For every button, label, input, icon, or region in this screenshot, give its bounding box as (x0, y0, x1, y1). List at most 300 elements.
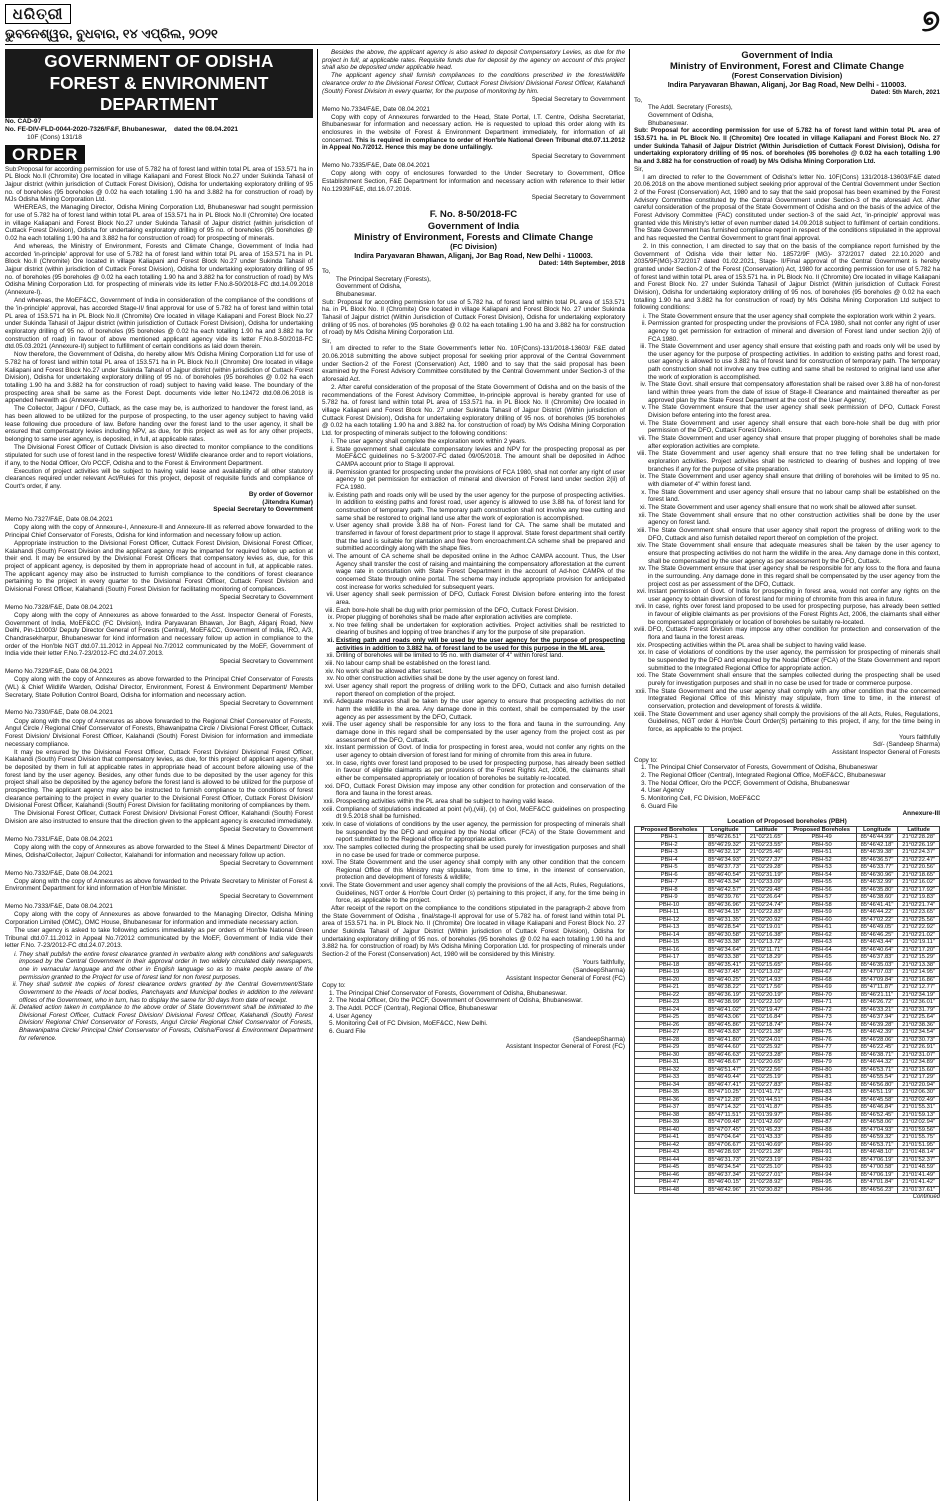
table-row (635, 961, 940, 969)
condition-item: viii. Each bore-hole shall be dug with prior permission of the DFO, Cuttack Forest Division. (336, 607, 625, 615)
table-cell: 85°46'49.44" (704, 1074, 746, 1082)
copy-item: 1. The Principal Chief Conservator of Forests, Government of Odisha, Bhubaneswar. (336, 990, 625, 998)
table-cell: 21°02'23.65" (898, 909, 940, 917)
table-cell: PBH-76 (787, 1036, 856, 1044)
table-cell: PBH-91 (787, 1149, 856, 1157)
condition-item: xxvii. The State Government and user agency shall comply the provisions of the all Acts, Rules, Regulations, Guidelines, NGT order & Hon'ble Court Order (s) pertaining to this project, if any, for the time being in force, as applicable to the project. (336, 882, 625, 905)
table-cell: 21°02'23.19" (745, 1156, 787, 1164)
table-cell: PBH-4 (635, 856, 704, 864)
table-cell: 21°02'26.91" (898, 1044, 940, 1052)
table-cell: 21°02'22.10" (745, 999, 787, 1007)
table-cell: PBH-68 (787, 976, 856, 984)
table-cell: 85°46'26.72" (856, 999, 898, 1007)
table-cell: 85°47'02.22" (856, 916, 898, 924)
table-cell: PBH-85 (787, 1104, 856, 1112)
r-body-1: I am directed to refer to the Government of Odisha's letter No. 10F(Cons) 131/2018-13603/F&E dated 20.06.2018 on the above mentioned subject seeking prior approval of the Central Government under Section 2 of the Forest (Conservation) Act, 1980 and to say that the said proposal has been examined by the Forest Advisory Committee constituted by the Central Government under Section-3 of the aforesaid Act. After careful consideration of the proposal of the State Government of Odisha and on the basis of the advice of the Forest Advisory Committee (FAC) constituted under section-3 of the said Act, 'in-principle' approval was granted vide this Ministry's letter of even number dated 14.09.2018 subject to fulfilment of certain conditions. The State Government has furnished compliance report in respect of the conditions stipulated in the approval and has requested the Central Government to grant final approval. (634, 173, 940, 242)
condition-item: xiv. No work shall be allowed after sunset. (336, 668, 625, 676)
table-cell: 21°02'34.19" (898, 991, 940, 999)
table-cell: 21°02'30.73" (898, 1036, 940, 1044)
table-cell: 21°02'15.60" (898, 1066, 940, 1074)
to-block (322, 268, 625, 299)
table-cell: PBH-96 (787, 1186, 856, 1194)
table-cell: 85°46'40.54" (704, 871, 746, 879)
table-cell: 21°02'17.29" (898, 1074, 940, 1082)
memo-extra: The Divisional Forest Officer, Cuttack Forest Division/ Divisional Forest Officer, Kalahandi (South) Forest Division are also instructed to ensure that the direction given to the applicant agency is executed immediately. (5, 810, 313, 826)
copy-item: 6. Guard File (336, 1028, 625, 1036)
memo-extra: Appropriate instruction to the Divisional Forest Officer, Cuttack Forest Division, Divisional Forest Officer, Kalahandi (South) Forest Division and the applicant agency may be imparted for required follow up action at their end. It may be ensured by the Divisional Forest Officers that compensatory levies as, due, for this project of applicant agency, is deposited by them in appropriate head of account in full, at applicable rates. The applicant agency may also be instructed to furnish compliance to the conditions of forest clearance pertaining to the project in every quarter to the Divisional Forest Officer, Cuttack Forest Division and Divisional Forest Officer, Kalahandi (South) Forest Division for facilitating monitoring of compliances. (5, 540, 313, 594)
file-number: No. FE-DIV-FLD-0044-2020-7326/F&F, Bhubaneswar, (5, 126, 167, 134)
table-cell: 21°02'29.28" (745, 864, 787, 872)
table-row (635, 864, 940, 872)
to-line: Bhubaneswar. (336, 291, 377, 299)
table-header-row (635, 826, 940, 834)
table-cell: 21°01'41.71" (745, 1089, 787, 1097)
table-cell: PBH-29 (635, 1044, 704, 1052)
to-line: To, (634, 96, 643, 104)
memo-extra: The user agency is asked to take following actions immediately as per orders of Hon'ble National Green Tribunal dtd.07.11.2012 in Appeal No.7/2012 communicated by the MoEF, Government of India vide their letter F.No. 7-23/2012-FC dtd.24.07.2013. (5, 927, 313, 950)
copy-item: 1. The Principal Chief Conservator of Forests, Government of Odisha, Bhubaneswar (648, 764, 940, 772)
table-cell: 21°02'25.64" (898, 1014, 940, 1022)
table-cell: PBH-34 (635, 1081, 704, 1089)
table-cell: 21°02'13.38" (898, 961, 940, 969)
table-cell: PBH-17 (635, 954, 704, 962)
mid-sign-2: (SandeepSharma) (573, 1035, 625, 1043)
r-subject: Sub: Proposal for according permission for use of 5.782 ha of forest land within total PL area of 153.571 ha. in PL Block No. II (Chromite) Ore located in village Kaliapani and Forest Block No. 27 under Sukinda Tahasil of Jajpur District (Within Jurisdiction of Cuttack Forest Division), Odisha for undertaking exploratory drilling of 95 nos. of boreholes (95 boreholes @ 0.02 ha each totalling 1.90 ha and 3.882 ha for construction of road) by M/s Odisha Mining Corporation Ltd. (634, 127, 940, 165)
condition-item: xxvi. The State Government and the user agency shall comply with any other condition that the concern Regional Office of this Ministry may stipulate, from time to time, in the interest of conservation, protection and development of forests & wildlife; (336, 859, 625, 882)
signatory-title: Special Secretary to Government (213, 506, 313, 514)
table-row (635, 1051, 940, 1059)
table-cell: PBH-47 (635, 1179, 704, 1187)
table-row (635, 916, 940, 924)
table-cell: 21°02'14.93" (745, 976, 787, 984)
table-cell: 85°46'53.71" (856, 1066, 898, 1074)
table-cell: 85°47'06.19" (856, 1156, 898, 1164)
table-cell: 21°02'21.38" (745, 1029, 787, 1037)
condition-item: xix. Instant permission of Govt. of India for prospecting in forest area, would not confer any rights on the user agency to obtain diversion of forest land for mining of chromite from this area in future. (336, 744, 625, 759)
table-cell: 85°46'40.64" (856, 946, 898, 954)
table-cell: 21°01'42.60" (745, 1119, 787, 1127)
to-line: To, (322, 268, 331, 276)
table-cell: PBH-67 (787, 969, 856, 977)
table-cell: PBH-2 (635, 841, 704, 849)
condition-item: xiii. The State Government shall ensure that user agency shall report the progress of drilling work to the DFO, Cuttack and also furnish detailed report thereof on completion of the project. (648, 527, 940, 542)
condition-item: xviii. The user agency shall be responsible for any loss to the flora and fauna in the surrounding. Any damage done in this regard shall be compensated by the user agency from the project cost as per assessment of the DFO, Cuttack. (336, 721, 625, 744)
table-row (635, 954, 940, 962)
table-cell: 85°46'38.22" (704, 984, 746, 992)
table-cell: PBH-66 (787, 961, 856, 969)
table-cell: 21°02'18.74" (745, 1021, 787, 1029)
table-cell: 21°02'19.11" (898, 939, 940, 947)
table-cell: PBH-15 (635, 939, 704, 947)
condition-item: xiii. No labour camp shall be established on the forest land. (336, 660, 625, 668)
memo-heading: Memo No.7332/F&E, Date 08.04.2021 (5, 869, 113, 877)
condition-item: xx. In case, rights over forest land proposed to be used for prospecting purpose, has already been settled in favour of eligible claimants as per provisions of the Forest Rights Act, 2006, the claimants shall either be compensated appropriately or location of boreholes be suitably re-located. (336, 760, 625, 783)
table-cell: 85°46'36.96" (704, 901, 746, 909)
table-cell: 85°46'30.58" (704, 931, 746, 939)
table-cell: 21°02'11.71" (745, 946, 787, 954)
table-cell: 21°02'22.83" (745, 909, 787, 917)
table-cell: PBH-39 (635, 1119, 704, 1127)
table-cell: PBH-70 (787, 991, 856, 999)
condition-item: xv. No other construction activities shall be done by the user agency on forest land. (336, 675, 625, 683)
dept-header: FOREST & ENVIRONMENT DEPARTMENT (5, 73, 313, 118)
table-cell: 21°01'59.56" (898, 1126, 940, 1134)
table-cell: 21°02'16.02" (898, 879, 940, 887)
r-copy-to: Copy to: (634, 756, 658, 764)
annexure-label: Annexure-III (902, 810, 940, 818)
condition-item: vii. The State Government and user agency shall ensure that proper plugging of boreholes shall be made after exploration activities are complete. (648, 435, 940, 450)
condition-item: xix. Prospecting activities within the PL area shall be subject to having valid lease. (648, 642, 940, 650)
table-cell: 85°47'07.45" (704, 1126, 746, 1134)
table-cell: PBH-89 (787, 1134, 856, 1142)
condition-item: xxiii. Compliance of stipulations indicated at point (vi),(viii), (x) of GoI, MoEF&CC guidelines on prospecting dt 9.5.2018 shall be furnished. (336, 806, 625, 821)
table-cell: PBH-69 (787, 984, 856, 992)
table-caption: Location of Proposed boreholes (PBH) (727, 817, 847, 825)
copy-item: 3. The Nodal Officer, O/o the PCCF, Government of Odisha, Bhubaneswar (648, 780, 940, 788)
table-row (635, 901, 940, 909)
table-cell: 85°46'41.02" (704, 1006, 746, 1014)
table-cell: 21°02'21.74" (898, 901, 940, 909)
r-sir: Sir, (634, 166, 644, 174)
condition-item: xxii. Prospecting activities within the PL area shall be subject to having valid lease. (336, 798, 625, 806)
table-cell: PBH-41 (635, 1134, 704, 1142)
condition-item: xxiv. In case of violations of conditions by the user agency, the permission for prospecting of minerals shall be suspended by the DFO and enquired by the Nodal officer (FCA) of the State Government and report submitted to the Regional office for appropriate action. (336, 821, 625, 844)
condition-item: xvi. User agency shall report the progress of drilling work to the DFO, Cuttack and also furnish detailed report thereof on completion of the project. (336, 683, 625, 698)
table-cell: PBH-58 (787, 901, 856, 909)
table-cell: 21°02'02.94" (898, 1119, 940, 1127)
r-division-title: (Forest Conservation Division) (731, 71, 843, 80)
ngt-item: i. They shall publish the entire forest clearance granted in verbatim along with conditions and safeguards imposed by the Central Government in their approval order in two widely circulated daily newspapers, one in vernacular language and the other in English language so as to make people aware of the permission granted to the Project for use of forest land for non forest purposes. (19, 951, 313, 982)
table-cell: 21°02'25.46" (745, 849, 787, 857)
table-cell: PBH-81 (787, 1074, 856, 1082)
table-cell: PBH-18 (635, 961, 704, 969)
table-cell: PBH-38 (635, 1111, 704, 1119)
table-cell: PBH-10 (635, 901, 704, 909)
table-cell: 21°02'19.83" (898, 894, 940, 902)
copy-item: 4. User Agency (336, 1013, 625, 1021)
table-cell: 21°02'14.95" (898, 969, 940, 977)
table-cell: 21°02'31.07" (898, 1051, 940, 1059)
table-cell: PBH-45 (635, 1164, 704, 1172)
to-line: The Principal Secretary (Forests), (336, 275, 431, 283)
table-cell: 85°47'14.32" (704, 1104, 746, 1112)
table-cell: 85°46'37.83" (856, 954, 898, 962)
table-cell: 85°46'22.45" (856, 1044, 898, 1052)
table-row (635, 1044, 940, 1052)
table-cell: 21°02'27.37" (745, 856, 787, 864)
table-cell: 85°46'26.51" (704, 834, 746, 842)
condition-item: ix. Proper plugging of boreholes shall be made after exploration activities are complete. (336, 614, 625, 622)
copy-item: 5. Monitoring Cell of FC Division, MoEF&CC, New Delhi. (336, 1020, 625, 1028)
memo-signature: Special Secretary to Government (219, 859, 313, 867)
table-cell: 85°47'11.87" (856, 984, 898, 992)
top-para-2: The applicant agency shall furnish compliances to the conditions prescribed in the forest/wildlife clearance order to the Divisional Forest Officer, Cuttack Forest Division/ Divisional Forest Officer, Kalahandi (South) Forest Division in every quarter, for the purpose of monitoring by him. (322, 72, 625, 95)
condition-item: i. The State Government ensure that the user agency shall complete the exploration work within 2 years. (648, 313, 940, 321)
table-cell: 21°01'41.42" (898, 1179, 940, 1187)
order-paragraph: And whereas, the Ministry of Environment, Forests and Climate Change, Government of India had accorded 'in-principle' approval for use of 5.782 ha of forest land within total PL area of 153.571 ha in PL Block No.II (Chromite) Ore located in village Kaliapani and Forest Block No.27 under Sukinda Tahasil of Jajpur district (within jurisdiction of Cuttack Forest Division), Odisha for undertaking exploratory drilling of 95 no. of boreholes (95 boreholes @ 0.02 ha each totalling 1.90 ha and 3.882 ha for construction of road) by M/s Odisha Mining Corporation Ltd. for prospecting of minerals vide its letter F.No.8-50/2018-FC dtd.14.09.2018 (Annexure-I). (5, 243, 313, 297)
memo-body: Copy along with the copy of Annexures as above forwarded to the Steel & Mines Department/ Director of Mines, Odisha/Collector, Jajpur/ Collector, Kalahandi for information and necessary follow up action. (5, 844, 313, 859)
order-paragraph: Execution of project activities will be subject to having valid lease and availability of all other statutory clearances required under relevant Act/Rules for this project, deposit of requisite funds and compliance of Court's order, if any. (5, 467, 313, 491)
condition-item: xi. Existing path and roads only will be used by the user agency for the purpose of prospecting activities in addition to 3.882 ha. of forest land to be used for this purpose in the ML area. (336, 637, 625, 652)
table-cell: 21°02'38.36" (898, 1021, 940, 1029)
table-cell: 85°47'06.19" (856, 1171, 898, 1179)
condition-item: xx. In case of violations of conditions by the user agency, the permission for prospecting of minerals shall be suspended by the DFO and enquired by the Nodal Officer (FCA) of the State Government and report submitted to the Integrated Regional Office for appropriate action. (648, 649, 940, 672)
r-to-block (634, 97, 940, 128)
top-para-1: Besides the above, the applicant agency is also asked to deposit Compensatory Levies, as due for the project in full, at applicable rates. Requisite funds due for deposit by the agency on account of this project shall also be deposited under applicable head. (322, 49, 625, 72)
table-cell: 85°46'38.60" (856, 894, 898, 902)
table-row (635, 1066, 940, 1074)
table-cell: 21°02'24.74" (745, 901, 787, 909)
table-cell: PBH-77 (787, 1044, 856, 1052)
table-cell: PBH-74 (787, 1021, 856, 1029)
table-row (635, 1036, 940, 1044)
memo-body: Copy along with the copy of Annexures as above forwarded to the Principal Chief Conservator of Forests (WL) & Chief Wildlife Warden, Odisha/ Director, Environment, Forest & Environment Department/ Member Secretary, State Pollution Control Board, Odisha for information and necessary action. (5, 676, 313, 699)
table-cell: 85°46'34.54" (704, 1164, 746, 1172)
r-ministry-address: Indira Paryavaran Bhawan, Aliganj, Jor Bag Road, New Delhi - 110003. (667, 80, 907, 89)
table-row (635, 931, 940, 939)
condition-item: viii. The State Government and user agency shall ensure that no tree felling shall be undertaken for exploration activities. Project activities shall be restricted to clearing of bushes and lopping of tree branches if any for the purpose of site preparation. (648, 450, 940, 473)
table-cell: 85°47'09.48" (704, 1119, 746, 1127)
condition-item: x. The State Government and user agency shall ensure that no labour camp shall be established on the forest land. (648, 489, 940, 504)
table-cell: PBH-9 (635, 894, 704, 902)
file-date: dated the 08.04.2021 (173, 126, 239, 134)
cad-number: No. CAD-97 (5, 118, 42, 125)
table-cell: PBH-3 (635, 849, 704, 857)
table-cell: 85°46'42.57" (704, 886, 746, 894)
r-sign-title: Assistant Inspector General of Forests (832, 748, 940, 756)
memo-heading: Memo No.7333/F&E, Date 08.04.2021 (5, 903, 113, 911)
table-row (635, 909, 940, 917)
table-cell: 21°02'21.65" (745, 834, 787, 842)
condition-item: iii. Permission granted for prospecting under the provisions of FCA 1980, shall not confer any right of user agency to get permission for extraction of mineral and diversion of Forest land under section 2(ii) of FCA 1980. (336, 469, 625, 492)
table-cell: PBH-95 (787, 1179, 856, 1187)
table-row (635, 834, 940, 842)
to-line: The Addl. Secretary (Forests), (648, 104, 733, 112)
table-row (635, 1171, 940, 1179)
table-cell: 85°46'43.34" (704, 879, 746, 887)
order-paragraph: WHEREAS, the Managing Director, Odisha Mining Corporation Ltd, Bhubaneswar had sought permission for use of 5.782 ha of forest land within total PL area of 153.571 ha in PL Block No.II (Chromite) Ore located in village Kaliapani and Forest Block No.27 under Sukinda Tahasil of Jajpur district (within jurisdiction of Cuttack Forest Division), Odisha for undertaking exploratory drilling of 95 no. of boreholes (95 boreholes @ 0.02 ha each totalling 1.90 ha and 3.882 ha for construction of road) for prospecting of minerals. (5, 204, 313, 243)
table-cell: 85°46'43.44" (856, 939, 898, 947)
table-cell: PBH-21 (635, 984, 704, 992)
table-cell: PBH-62 (787, 931, 856, 939)
column-inprinciple (318, 49, 630, 1501)
table-cell: 85°46'42.18" (856, 841, 898, 849)
table-cell: 85°46'40.15" (704, 1179, 746, 1187)
table-cell: PBH-51 (787, 849, 856, 857)
table-cell: PBH-63 (787, 939, 856, 947)
condition-item: iii. The State Government and user agency shall ensure that existing path and roads only will be used by the user agency for the purpose of prospecting activities. In addition to existing paths and forest road, user agency is allowed to use 3.882 ha of forest land for construction of temporary path. The temporary path construction shall not involve any tree cutting and same shall be restored to original land use after the work of exploration is accomplished. (648, 343, 940, 381)
table-cell: 21°02'24.01" (745, 1036, 787, 1044)
mid-sign-title: Assistant Inspector General of Forest (FC) (505, 974, 625, 982)
table-cell: PBH-78 (787, 1051, 856, 1059)
table-cell: 85°47'06.67" (704, 1141, 746, 1149)
table-row (635, 924, 940, 932)
table-cell: PBH-73 (787, 1014, 856, 1022)
table-cell: 21°02'02.49" (898, 1096, 940, 1104)
table-cell: 21°02'16.84" (745, 1014, 787, 1022)
table-cell: 21°01'43.33" (745, 1134, 787, 1142)
table-cell: PBH-53 (787, 864, 856, 872)
order-paragraph: The Collector, Jajpur / DFO, Cuttack, as the case may be, is authorized to handover the forest land, as has been allowed to be utilized for the purpose of prospecting, to the user agency subject to having valid lease following due procedure of law. Before handing over the forest land to the user agency, it shall be ensured that compensatory levies including NPV, as due, for this project as well as for any other projects, belonging to same user agency, is deposited, in full, at applicable rates. (5, 405, 313, 444)
table-cell: 21°01'55.75" (898, 1134, 940, 1142)
table-cell: PBH-42 (635, 1141, 704, 1149)
table-cell: 21°02'31.19" (745, 871, 787, 879)
table-cell: 85°46'58.06" (856, 1119, 898, 1127)
table-cell: 85°46'46.25" (856, 931, 898, 939)
ngt-item: iii. Detailed action taken in compliance to the above order of State Government shall be intimated to the Divisional Forest Officer, Cuttack Forest Division/ Divisional Forest Officer, Kalahandi (South) Forest Division/ Regional Chief Conservator of Forests, Angul Circle/ Regional Chief Conservator of Forests, Bhawanipatna Circle/ Principal Chief Conservator of Forests, Odisha/Forest & Environment Department for reference. (19, 1004, 313, 1042)
to-line: Bhubaneswar. (648, 119, 689, 127)
table-cell: 21°02'21.28" (745, 1149, 787, 1157)
table-cell: 85°46'44.60" (704, 1044, 746, 1052)
condition-item: ii. State government shall calculate compensatory levies and NPV for the prospecting proposal as per MoEF&CC guidelines no 5-3/2007-FC dated 09/05/2018. The amount shall be deposited in Adhoc CAMPA account prior to Stage II approval. (336, 446, 625, 469)
table-cell: PBH-30 (635, 1051, 704, 1059)
table-row (635, 871, 940, 879)
table-row (635, 1156, 940, 1164)
table-cell: 21°02'15.29" (898, 954, 940, 962)
condition-item: vii. User agency shall seek permission of DFO, Cuttack Forest Division before entering into the forest area. (336, 591, 625, 606)
cons-number: 10F (Cons) 131/18 (27, 134, 82, 142)
table-row (635, 1119, 940, 1127)
table-cell: 21°02'31.79" (898, 1006, 940, 1014)
table-cell: 85°46'34.64" (704, 946, 746, 954)
memo-signature: Special Secretary to Government (219, 658, 313, 666)
table-header-cell: Latitude (898, 826, 940, 834)
table-cell: 85°47'04.93" (856, 1126, 898, 1134)
table-cell: 21°01'41.87" (745, 1104, 787, 1112)
table-cell: 21°01'44.51" (745, 1096, 787, 1104)
table-cell: 85°47'00.58" (856, 1164, 898, 1172)
condition-item: xii. Drilling of boreholes will be limited to 95 no. with diameter of 4" within forest land. (336, 652, 625, 660)
table-cell: 85°46'36.57" (856, 856, 898, 864)
condition-item: v. The State Government ensure that the user agency shall seek permission of DFO, Cuttack Forest Division before entering into the forest area. (648, 404, 940, 419)
table-cell: 21°02'26.64" (745, 894, 787, 902)
table-cell: 21°02'33.09" (745, 879, 787, 887)
condition-item: xiv. The State Government shall ensure that adequate measures shall be taken by the user agency to ensure that prospecting activities do not harm the wildlife in the area. Any damage done in this context, shall be compensated by the user agency as per assessment by the DFO, Cuttack. (648, 542, 940, 565)
table-row (635, 894, 940, 902)
table-row (635, 1089, 940, 1097)
r-letter-date: Dated: 5th March, 2021 (870, 89, 940, 96)
table-cell: PBH-57 (787, 894, 856, 902)
mid-sir: Sir, (322, 337, 332, 345)
reference-block (5, 118, 313, 143)
table-cell: 85°46'28.54" (704, 924, 746, 932)
table-cell: PBH-86 (787, 1111, 856, 1119)
table-row (635, 1104, 940, 1112)
table-cell: 21°02'23.55" (745, 841, 787, 849)
table-cell: 85°46'56.23" (856, 1186, 898, 1194)
order-subject: Sub:Proposal for according permission for use of 5.782 ha of forest land within total PL area of 153.571 ha in PL Block No.II (Chromite) Ore located in village Kaliapani and Forest Block No.27 under Sukinda Tahasil of Jajpur district (within jurisdiction of Cuttack Forest Division), Odisha for undertaking exploratory drilling of 95 no. of boreholes (95 boreholes @ 0.02 ha each totalling 1.90 ha and 3.882 ha for construction of road) by MJs Odisha Mining Corporation Ltd. (5, 165, 313, 204)
mid-sig-1: Special Secretary to Government (531, 95, 625, 103)
table-cell: 21°02'17.56" (745, 984, 787, 992)
condition-item: vi. The State Government and user agency shall ensure that each bore-hole shall be dug with prior permission of the DFO, Cuttack Forest Division. (648, 420, 940, 435)
table-cell: 85°46'36.19" (704, 991, 746, 999)
table-row (635, 976, 940, 984)
table-cell: PBH-94 (787, 1171, 856, 1179)
r-body-2: 2. In this connection, I am directed to say that on the basis of the compliance report furnished by the Government of Odisha vide their letter No. 18572/9F (MG)- 372/2017 dated 22.10.2020 and 2035/9F(MG)-372/2017 dated 01.02.2021, Stage- II/Final approval of the Central Government is hereby granted under Section-2 of the Forest (Conservation) Act, 1980 for according permission for use of 5.782 ha of forest land within total PL area of 153.571 ha. in PL Block No. II (Chromite) Ore located in village Kaliapani and Forest Block No. 27 under Sukinda Tahasil of Jajpur District (Within jurisdiction of Cuttack Forest Division), Odisha for undertaking exploratory drilling of 95 nos. of boreholes (95 boreholes @ 0.02 ha each totalling 1.90 ha and 3.882 ha for construction of road) by M/s Odisha Mining Corporation Ltd subject to following conditions: (634, 243, 940, 312)
table-cell: PBH-83 (787, 1089, 856, 1097)
letter-date: Dated: 14th September, 2018 (538, 260, 625, 268)
table-cell: PBH-37 (635, 1104, 704, 1112)
table-cell: 85°46'46.63" (704, 1051, 746, 1059)
r-copy-list (634, 764, 940, 810)
table-cell: 21°02'17.20" (898, 946, 940, 954)
table-cell: 21°02'34.89" (898, 1059, 940, 1067)
table-row (635, 1096, 940, 1104)
table-cell: 85°46'31.73" (704, 1156, 746, 1164)
mid-body-3: After receipt of the report on the compliance to the conditions stipulated in the paragraph-2 above from the State Government of Odisha , final/stage-II approval for use of 5.782 ha. of forest land within total PL area of 153.571 ha. in PL Block No. II (Chromite) Ore located in village Kaliapani and Forest Block No. 27 under Sukinda Tahasil of Jajpur District (Within jurisdiction of Cuttack Forest Division), Odisha for undertaking exploratory drilling of 95 nos. of boreholes (95 boreholes @ 0.02 ha each totalling 1.90 ha and 3.882 ha. for construction of road) by M/s Odisha Mining Corporation Ltd. for prospecting of minerals under Section-2 of the Forest (Conservation) Act, 1980 will be considered by this Ministry. (322, 905, 625, 959)
condition-item: xxi. DFO, Cuttack Forest Division may impose any other condition for protection and conservation of the flora and fauna in the forest areas. (336, 783, 625, 798)
table-cell: 85°46'35.03" (856, 961, 898, 969)
r-conditions (634, 313, 940, 734)
table-row (635, 1111, 940, 1119)
table-cell: PBH-23 (635, 999, 704, 1007)
table-cell: 21°01'52.37" (898, 1156, 940, 1164)
table-cell: PBH-12 (635, 916, 704, 924)
table-cell: 85°46'35.80" (856, 886, 898, 894)
condition-item: xxv. The samples collected during the prospecting shall be used purely for investigation purposes and shall in no case be used for trade or commerce purpose. (336, 844, 625, 859)
signatory-name: (Jitendra Kumar) (262, 498, 313, 506)
r-goi-title: Government of India (741, 49, 833, 60)
table-cell: 21°02'28.28" (898, 834, 940, 842)
table-cell: 85°47'01.84" (856, 1179, 898, 1187)
memo-7334-body (322, 114, 625, 152)
table-cell: 21°02'17.92" (898, 886, 940, 894)
table-row (635, 991, 940, 999)
table-row (635, 1141, 940, 1149)
table-cell: 85°46'37.94" (856, 1014, 898, 1022)
table-cell: 85°46'52.45" (856, 1111, 898, 1119)
table-cell: PBH-55 (787, 879, 856, 887)
table-row (635, 969, 940, 977)
table-cell: PBH-19 (635, 969, 704, 977)
table-cell: 85°46'39.38" (856, 849, 898, 857)
table-header-cell: Longitude (856, 826, 898, 834)
memo-heading: Memo No.7328/F&E, Date 08.04.2021 (5, 603, 113, 611)
file-number-line (5, 126, 313, 134)
table-cell: 85°46'55.54" (856, 1074, 898, 1082)
table-cell: 85°46'49.05" (856, 924, 898, 932)
table-cell: PBH-92 (787, 1156, 856, 1164)
table-cell: PBH-71 (787, 999, 856, 1007)
table-cell: 85°46'28.93" (704, 1149, 746, 1157)
table-cell: PBH-32 (635, 1066, 704, 1074)
order-paragraph: Now therefore, the Government of Odisha, do hereby allow M/s Odisha Mining Corporation Ltd for use of 5.782 ha of forest land within total PL area of 153.571 ha in PL Block No.II (Chromite) Ore located in village Kaliapani and Forest Block No.27 under Sukinda Tahasil of Jajpur district (within jurisdiction of Cuttack Forest Division), Odisha for undertaking exploratory drilling of 95 no. of boreholes (95 boreholes @ 0.02 ha each totalling 1.90 ha and 3.882 ha for construction of road) subject to having valid lease. The boundary of the prospecting area shall be same as the Forest Dept. documents vide letter No.12472 dtd.08.06.2018 is appended herewith as (Annexure-III). (5, 351, 313, 405)
mid-sign-2-title: Assistant Inspector General of Forest (FC) (505, 1043, 625, 1051)
table-cell: 21°01'39.97" (745, 1111, 787, 1119)
table-cell: 21°02'15.65" (745, 961, 787, 969)
file-number-fc: F. No. 8-50/2018-FC (429, 209, 518, 221)
copy-item: 6. Guard File (648, 803, 940, 811)
table-cell: PBH-59 (787, 909, 856, 917)
table-cell: PBH-5 (635, 864, 704, 872)
table-cell: 85°46'37.34" (704, 1171, 746, 1179)
table-cell: PBH-93 (787, 1164, 856, 1172)
table-cell: 21°01'48.14" (898, 1149, 940, 1157)
table-cell: 21°02'25.10" (745, 1164, 787, 1172)
table-cell: PBH-65 (787, 954, 856, 962)
mid-sig-3: Special Secretary to Government (531, 193, 625, 201)
table-cell: PBH-31 (635, 1059, 704, 1067)
table-cell: 85°46'33.77" (856, 864, 898, 872)
table-cell: PBH-44 (635, 1156, 704, 1164)
memo-7334-bold: This is required in compliance to order of Hon'ble National Green Tribunal dtd.07.11.2012 in Appeal No.7/2012. Hence this may be done unfailingly. (322, 136, 626, 152)
table-cell: 85°46'38.71" (856, 1051, 898, 1059)
table-row (635, 856, 940, 864)
memo-extra: It may be ensured by the Divisional Forest Officer, Cuttack Forest Division/ Divisional Forest Officer, Kalahandi (South) Forest Division that compensatory levies, as due, for this project of applicant agency, shall be deposited by them in full at applicable rates in appropriate head of account before allowing use of the forest land by the user agency. Besides, any other funds due to be deposited by the user agency for this project shall also be deposited by the agency before the forest land is allowed to be utilized for the purpose of prospecting. The applicant agency may also be instructed to furnish compliance to the conditions of forest clearance pertaining to the project in every quarter to the Divisional Forest Officer, Cuttack Forest Division/ Divisional Forest Officer, Kalahandi (South) Forest Division for facilitating monitoring of compliances by them. (5, 748, 313, 810)
table-row (635, 946, 940, 954)
table-cell: 21°02'30.82" (745, 1186, 787, 1194)
table-header-cell: Proposed Boreholes (635, 826, 704, 834)
